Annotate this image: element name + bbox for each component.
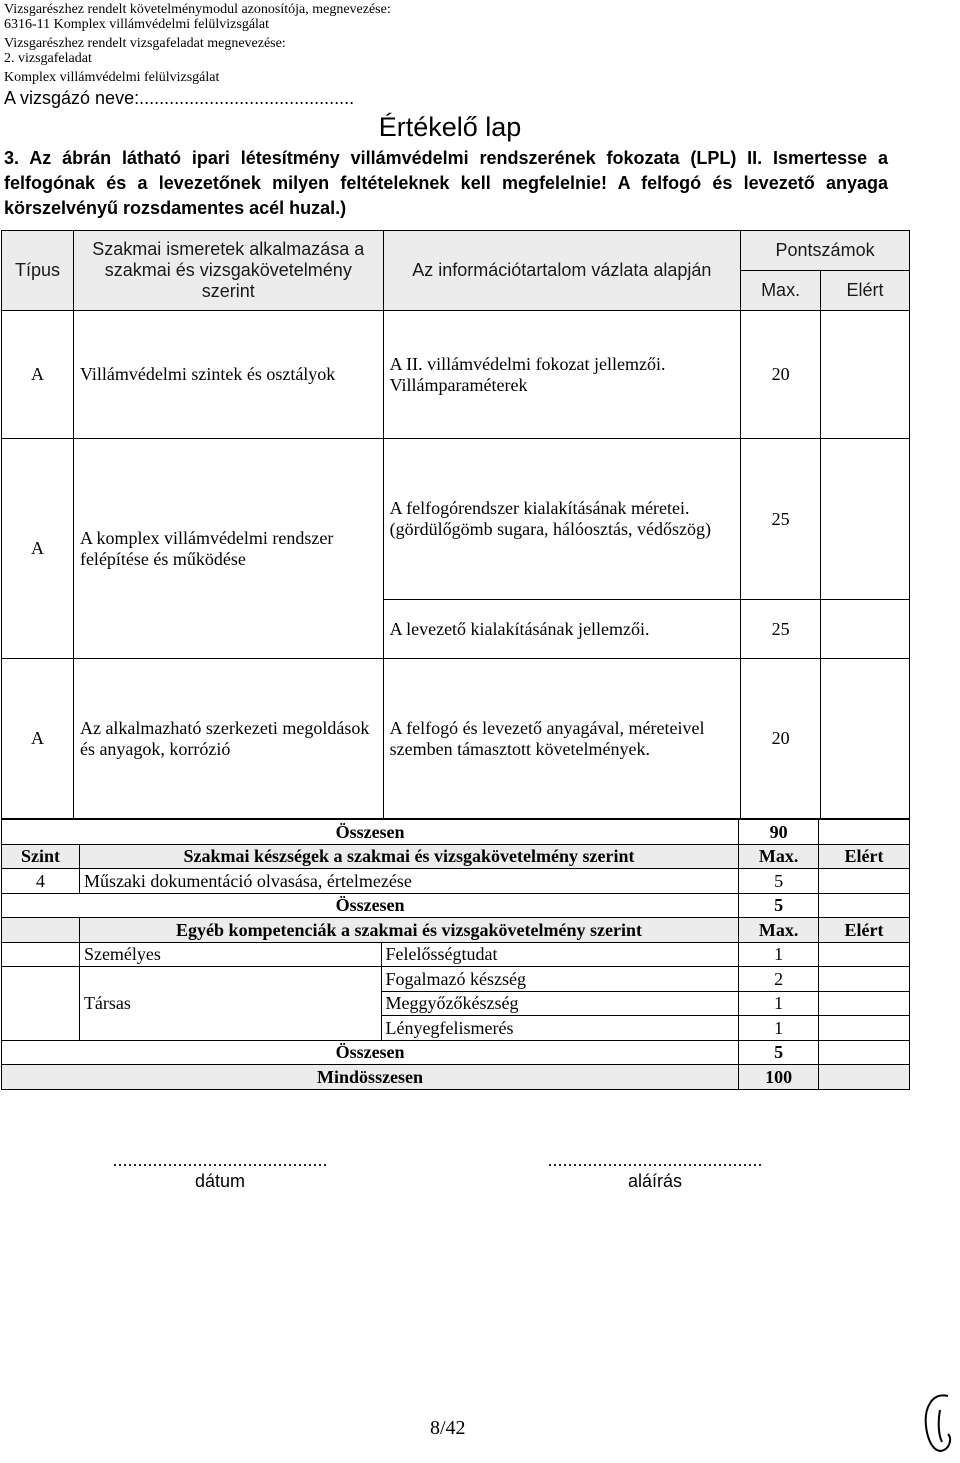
summary-table <box>1 819 910 1090</box>
signature-field <box>515 1150 795 1192</box>
social-item: Lényegfelismerés <box>381 1016 739 1041</box>
col-achieved-header: Elért <box>821 271 910 311</box>
page-title: Értékelő lap <box>378 112 522 142</box>
grand-total-value: 100 <box>739 1065 819 1090</box>
date-dots: ........................................... <box>112 1150 328 1170</box>
total-label: Összesen <box>2 893 739 918</box>
col-knowledge-header: Szakmai ismeretek alkalmazása a szakmai és vizsgakövetelmény szerint <box>73 231 383 311</box>
row-max: 20 <box>741 659 821 819</box>
row-achieved <box>821 600 910 659</box>
date-field <box>80 1150 360 1192</box>
personal-label: Személyes <box>79 942 381 967</box>
row-max: 25 <box>741 600 821 659</box>
row-knowledge: Az alkalmazható szerkezeti megoldások és anyagok, korrózió <box>73 659 383 819</box>
grand-total-label: Mindösszesen <box>2 1065 739 1090</box>
row-achieved <box>821 439 910 600</box>
max-header: Max. <box>739 844 819 869</box>
col-points-header: Pontszámok <box>741 231 910 271</box>
row-type: A <box>2 659 74 819</box>
achieved-header: Elért <box>819 844 910 869</box>
table-row <box>2 311 910 439</box>
level-header: Szint <box>2 844 80 869</box>
max-header: Max. <box>739 918 819 943</box>
row-knowledge: Villámvédelmi szintek és osztályok <box>73 311 383 439</box>
personal-max: 1 <box>739 942 819 967</box>
page-number: 8/42 <box>430 1417 466 1439</box>
header-line-2: 6316-11 Komplex villámvédelmi felülvizsgálat <box>4 17 270 32</box>
row-achieved <box>821 659 910 819</box>
achieved-header: Elért <box>819 918 910 943</box>
row-knowledge: A komplex villámvédelmi rendszer felépítése és működése <box>73 439 383 659</box>
row-max: 20 <box>741 311 821 439</box>
personal-item: Felelősségtudat <box>381 942 739 967</box>
skill-name: Műszaki dokumentáció olvasása, értelmezése <box>79 869 738 894</box>
row-type: A <box>2 311 74 439</box>
skill-max: 5 <box>739 869 819 894</box>
header-line-5: Komplex villámvédelmi felülvizsgálat <box>4 70 220 85</box>
total-value: 5 <box>739 893 819 918</box>
skills-header: Szakmai készségek a szakmai és vizsgakövetelmény szerint <box>79 844 738 869</box>
row-info: A felfogórendszer kialakításának méretei. (gördülőgömb sugara, hálóosztás, védőszög) <box>383 439 741 600</box>
row-info: A II. villámvédelmi fokozat jellemzői. Villámparaméterek <box>383 311 741 439</box>
row-max: 25 <box>741 439 821 600</box>
evaluation-table <box>1 230 910 819</box>
task-description: 3. Az ábrán látható ipari létesítmény villámvédelmi rendszerének fokozata (LPL) II. Ismertesse a felfogónak és a levezetőnek milyen feltételeknek kell megfelelnie! A felfogó és levezető anyaga körszelvényű rozsdamentes acél huzal.) <box>4 148 888 218</box>
date-label: dátum <box>194 1171 246 1191</box>
total-value: 5 <box>739 1040 819 1065</box>
total-value: 90 <box>739 820 819 845</box>
row-info: A felfogó és levezető anyagával, méreteivel szemben támasztott követelmények. <box>383 659 741 819</box>
total-label: Összesen <box>2 820 739 845</box>
skill-level: 4 <box>2 869 80 894</box>
table-row <box>2 659 910 819</box>
signature-label: aláírás <box>627 1171 683 1191</box>
row-type: A <box>2 439 74 659</box>
social-max: 1 <box>739 1016 819 1041</box>
social-label: Társas <box>79 967 381 1041</box>
social-item: Fogalmazó készség <box>381 967 739 992</box>
signature-dots: ........................................... <box>547 1150 763 1170</box>
handwritten-initial-mark <box>918 1390 958 1460</box>
examinee-name-line: A vizsgázó neve:........................................... <box>4 88 355 108</box>
total-label: Összesen <box>2 1040 739 1065</box>
col-max-header: Max. <box>741 271 821 311</box>
header-line-1: Vizsgarészhez rendelt követelménymodul azonosítója, megnevezése: <box>4 2 391 17</box>
header-line-3: Vizsgarészhez rendelt vizsgafeladat megnevezése: <box>4 36 286 51</box>
social-max: 2 <box>739 967 819 992</box>
col-type-header: Típus <box>2 231 74 311</box>
col-info-header: Az információtartalom vázlata alapján <box>383 231 741 311</box>
header-line-4: 2. vizsgafeladat <box>4 51 92 66</box>
social-item: Meggyőzőkészség <box>381 991 739 1016</box>
other-competences-header: Egyéb kompetenciák a szakmai és vizsgakövetelmény szerint <box>79 918 738 943</box>
row-info: A levezető kialakításának jellemzői. <box>383 600 741 659</box>
table-row <box>2 439 910 600</box>
social-max: 1 <box>739 991 819 1016</box>
skill-achieved <box>819 869 910 894</box>
row-achieved <box>821 311 910 439</box>
